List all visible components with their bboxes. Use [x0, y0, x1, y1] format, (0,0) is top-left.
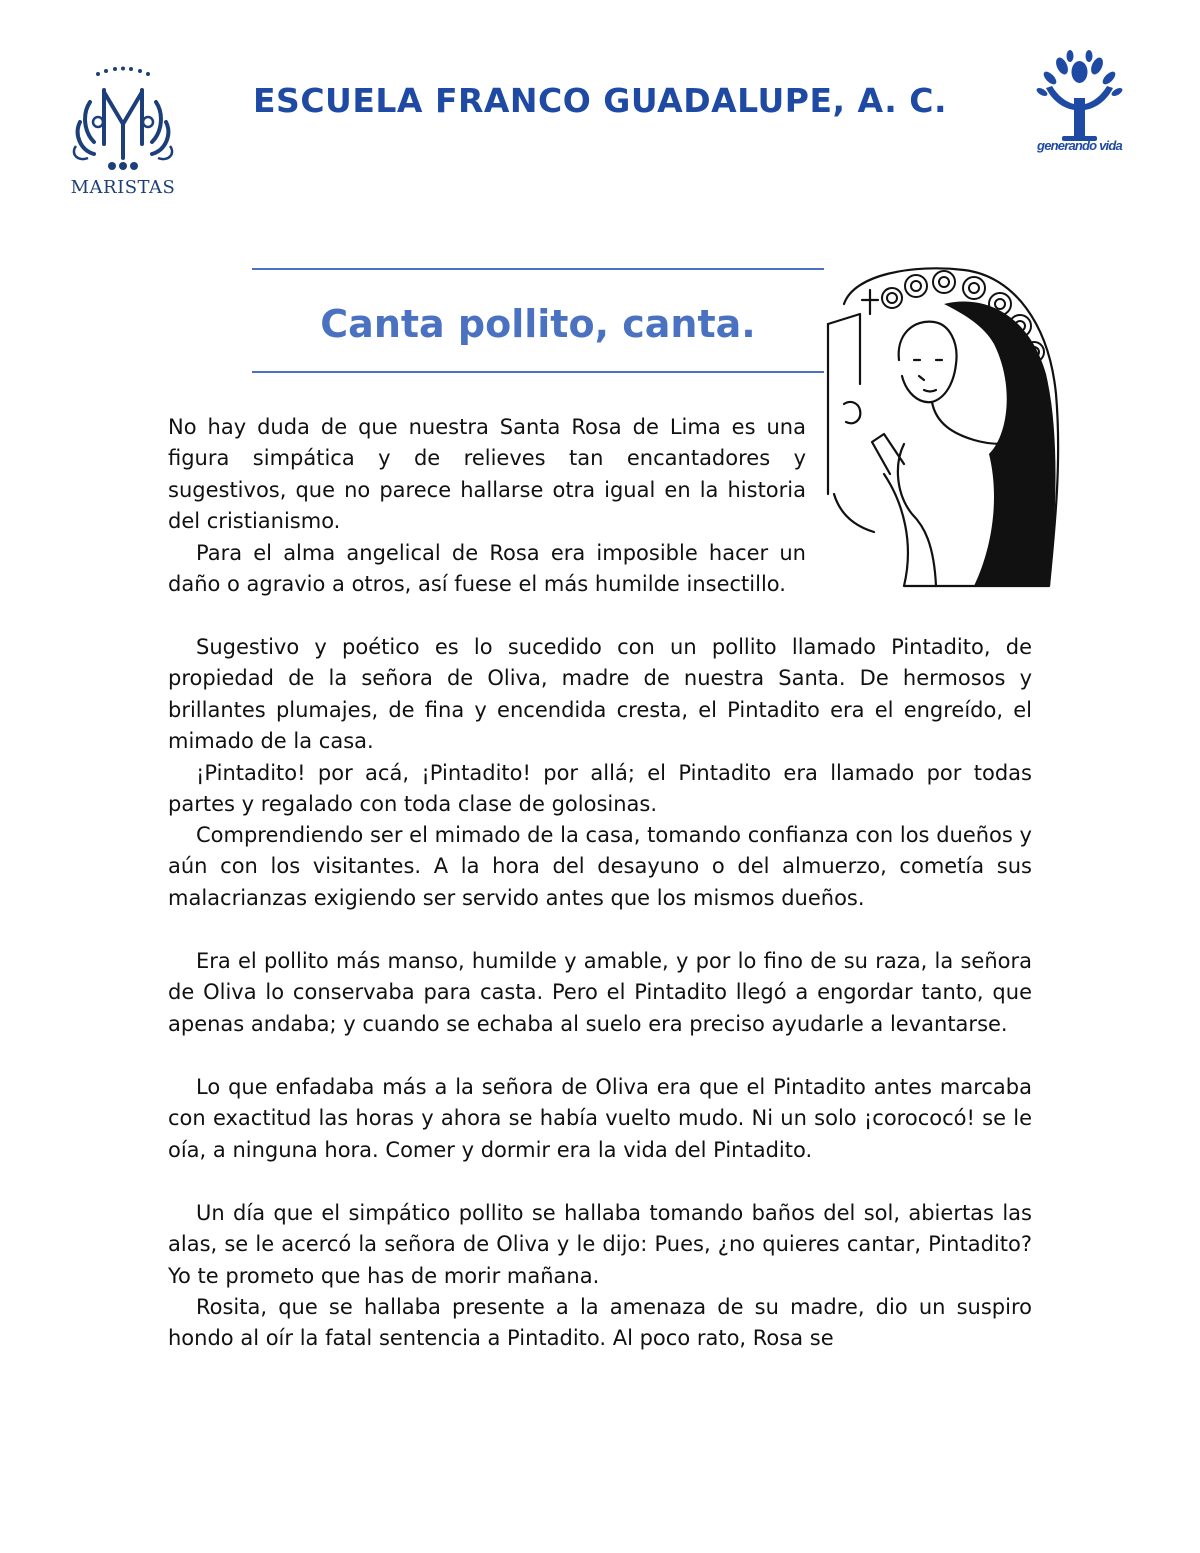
- school-name: ESCUELA FRANCO GUADALUPE, A. C.: [253, 81, 947, 120]
- story-paragraph-5: Comprendiendo ser el mimado de la casa, tomando confianza con los dueños y aún con los visitantes. A la hora del desayuno o del almuerzo, cometía sus malacrianzas exigiendo ser servido antes que los mismos dueños.: [168, 823, 1032, 910]
- maristas-wordmark: MARISTAS: [70, 177, 176, 198]
- story-paragraph-1: No hay duda de que nuestra Santa Rosa de Lima es una figura simpática y de relieves tan encantadores y sugestivos, que no parece hallarse otra igual en la historia del cristianismo.: [168, 415, 806, 534]
- generando-vida-wordmark: generando vida: [1037, 138, 1122, 153]
- story-paragraph-6: Era el pollito más manso, humilde y amable, y por lo fino de su raza, la señora de Oliva lo conservaba para casta. Pero el Pintadito llegó a engordar tanto, que apenas andaba; y cuando se echaba al suelo era preciso ayudarle a levantarse.: [168, 949, 1032, 1036]
- maristas-monogram-icon: [60, 62, 186, 180]
- story-paragraph-3: Sugestivo y poético es lo sucedido con un pollito llamado Pintadito, de propiedad de la señora de Oliva, madre de nuestra Santa. De hermosos y brillantes plumajes, de fina y encendida cresta, el Pintadito era el engreído, el mimado de la casa.: [168, 635, 1032, 754]
- hands-tree-icon: [1022, 50, 1137, 142]
- story-paragraph-7: Lo que enfadaba más a la señora de Oliva era que el Pintadito antes marcaba con exactitud las horas y ahora se había vuelto mudo. Ni un solo ¡corococó! se le oía, a ninguna hora. Comer y dormir era la vida del Pintadito.: [168, 1075, 1032, 1162]
- maristas-logo: [60, 62, 186, 202]
- story-paragraph-2: Para el alma angelical de Rosa era imposible hacer un daño o agravio a otros, así fuese el más humilde insectillo.: [168, 541, 806, 597]
- story-paragraph-4: ¡Pintadito! por acá, ¡Pintadito! por allá; el Pintadito era llamado por todas partes y regalado con toda clase de golosinas.: [168, 761, 1032, 817]
- title-rule-bottom: [252, 371, 824, 373]
- story-paragraph-8: Un día que el simpático pollito se hallaba tomando baños del sol, abiertas las alas, se le acercó la señora de Oliva y le dijo: Pues, ¿no quieres cantar, Pintadito? Yo te prometo que has de morir mañana.: [168, 1201, 1032, 1288]
- story-title: Canta pollito, canta.: [320, 302, 756, 346]
- generando-vida-logo: [1022, 50, 1137, 170]
- santa-rosa-illustration-icon: [824, 264, 1062, 590]
- santa-rosa-illustration: [824, 264, 1062, 590]
- title-rule-top: [252, 268, 824, 270]
- story-paragraph-9: Rosita, que se hallaba presente a la amenaza de su madre, dio un suspiro hondo al oír la fatal sentencia a Pintadito. Al poco rato, Rosa se: [168, 1295, 1032, 1351]
